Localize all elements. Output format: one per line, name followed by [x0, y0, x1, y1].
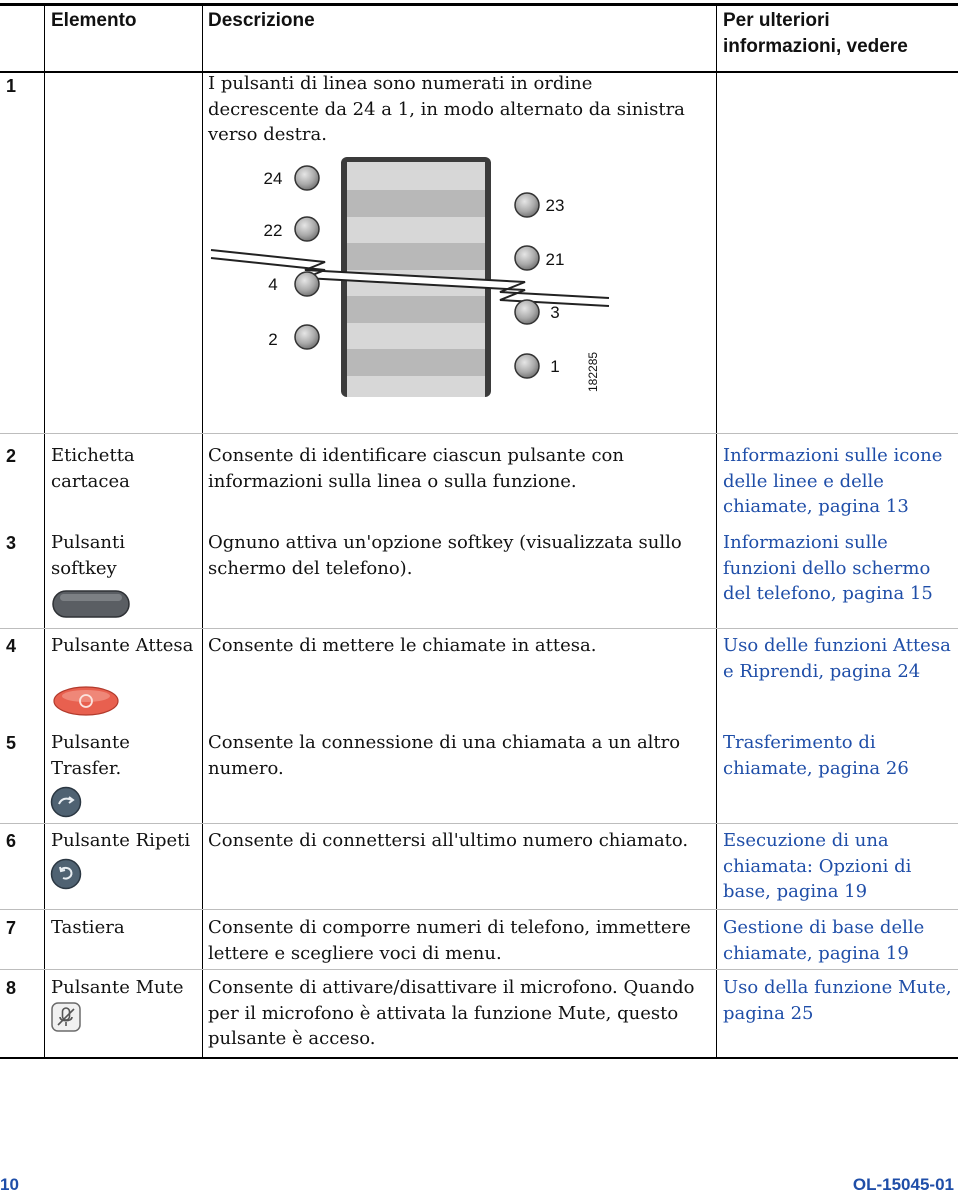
row-separator — [0, 823, 958, 824]
line-label: 4 — [268, 275, 278, 294]
row-separator — [0, 433, 958, 434]
line-buttons-figure — [205, 150, 615, 400]
figure-id: 182285 — [586, 351, 600, 392]
reference-link[interactable]: Uso della funzione Mute, pagina 25 — [723, 977, 952, 1024]
row-description: Consente la connessione di una chiamata a un altro numero. — [208, 732, 681, 779]
document-id: OL-15045-01 — [852, 1175, 954, 1194]
header-reference: Per ulteriori informazioni, vedere — [723, 10, 908, 57]
row-number: 7 — [6, 918, 17, 938]
reference-link[interactable]: Uso delle funzioni Attesa e Riprendi, pagina 24 — [723, 635, 951, 682]
row-number: 4 — [6, 636, 17, 656]
reference-link[interactable]: Trasferimento di chiamate, pagina 26 — [723, 732, 909, 779]
page-number: 10 — [0, 1175, 19, 1194]
row-separator — [0, 909, 958, 910]
row-description: Consente di comporre numeri di telefono, immettere lettere e scegliere voci di menu. — [208, 917, 691, 964]
reference-link[interactable]: Informazioni sulle funzioni dello schermo del telefono, pagina 15 — [723, 532, 933, 604]
line-button-icon — [295, 272, 319, 296]
row-description: Consente di connettersi all'ultimo numero chiamato. — [208, 830, 689, 851]
line-button-icon — [515, 246, 539, 270]
row-description: Ognuno attiva un'opzione softkey (visualizzata sullo schermo del telefono). — [208, 532, 682, 579]
line-button-icon — [515, 300, 539, 324]
hold-button-icon — [53, 686, 119, 716]
row-separator — [0, 969, 958, 970]
table-bottom-rule — [0, 1057, 958, 1059]
line-button-icon — [295, 166, 319, 190]
row-item: Pulsante Attesa — [51, 635, 194, 656]
reference-link[interactable]: Esecuzione di una chiamata: Opzioni di base, pagina 19 — [723, 830, 912, 902]
row-item: Pulsanti softkey — [51, 532, 126, 579]
reference-link[interactable]: Gestione di base delle chiamate, pagina 19 — [723, 917, 925, 964]
line-button-icon — [295, 325, 319, 349]
line-button-icon — [515, 193, 539, 217]
transfer-button-icon — [50, 786, 82, 818]
line-label: 2 — [268, 330, 278, 349]
table-top-rule — [0, 3, 958, 6]
column-divider — [44, 5, 45, 1058]
mute-button-icon — [51, 1002, 81, 1032]
row-number: 1 — [6, 76, 17, 96]
line-label: 1 — [550, 357, 560, 376]
row-item: Pulsante Ripeti — [51, 830, 191, 851]
row-number: 2 — [6, 446, 17, 466]
header-item: Elemento — [51, 10, 137, 31]
row-item: Pulsante Mute — [51, 977, 184, 998]
row-description: Consente di identificare ciascun pulsante con informazioni sulla linea o sulla funzione. — [208, 445, 624, 492]
line-button-icon — [515, 354, 539, 378]
row-separator — [0, 628, 958, 629]
softkey-button-icon — [52, 590, 130, 618]
row-description: Consente di attivare/disattivare il microfono. Quando per il microfono è attivata la funzione Mute, questo pulsante è acceso. — [208, 977, 695, 1049]
column-divider — [716, 5, 717, 1058]
line-label: 3 — [550, 303, 560, 322]
row-description: Consente di mettere le chiamate in attesa. — [208, 635, 597, 656]
redial-button-icon — [50, 858, 82, 890]
row-item: Tastiera — [51, 917, 125, 938]
reference-link[interactable]: Informazioni sulle icone delle linee e delle chiamate, pagina 13 — [723, 445, 943, 517]
row-number: 3 — [6, 533, 17, 553]
row-item: Etichetta cartacea — [51, 445, 135, 492]
row-description: I pulsanti di linea sono numerati in ordine decrescente da 24 a 1, in modo alternato da sinistra verso destra. — [208, 73, 685, 145]
column-divider — [202, 5, 203, 1058]
line-label: 24 — [263, 169, 283, 188]
row-number: 6 — [6, 831, 17, 851]
line-label: 22 — [263, 221, 283, 240]
line-label: 21 — [545, 250, 565, 269]
row-number: 5 — [6, 733, 17, 753]
row-number: 8 — [6, 978, 17, 998]
line-label: 23 — [545, 196, 565, 215]
line-button-icon — [295, 217, 319, 241]
header-description: Descrizione — [208, 10, 315, 31]
row-item: Pulsante Trasfer. — [51, 732, 130, 779]
